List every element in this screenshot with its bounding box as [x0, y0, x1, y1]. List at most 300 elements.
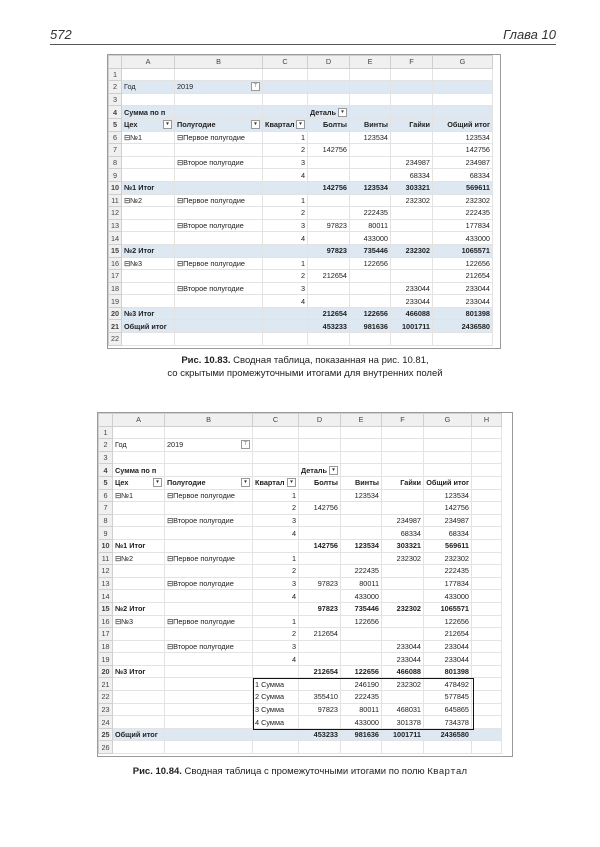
cell[interactable]: [391, 118, 433, 131]
cell[interactable]: [299, 514, 341, 527]
cell[interactable]: [341, 565, 382, 578]
cell[interactable]: [424, 728, 472, 741]
cell[interactable]: [299, 691, 341, 704]
cell[interactable]: [433, 320, 493, 333]
cell[interactable]: [341, 615, 382, 628]
cell[interactable]: [424, 539, 472, 552]
cell[interactable]: [113, 489, 165, 502]
cell[interactable]: [350, 244, 391, 257]
cell[interactable]: [433, 81, 493, 94]
cell[interactable]: [433, 144, 493, 157]
cell[interactable]: [350, 270, 391, 283]
cell[interactable]: [382, 552, 424, 565]
cell[interactable]: [113, 665, 165, 678]
cell[interactable]: [299, 678, 341, 691]
cell[interactable]: [341, 653, 382, 666]
cell[interactable]: [253, 728, 299, 741]
cell[interactable]: [122, 106, 175, 119]
row-header[interactable]: 7: [99, 502, 113, 515]
cell[interactable]: [350, 194, 391, 207]
cell[interactable]: [113, 615, 165, 628]
row-header[interactable]: 13: [99, 577, 113, 590]
cell[interactable]: [382, 489, 424, 502]
row-header[interactable]: 17: [99, 628, 113, 641]
cell[interactable]: [263, 181, 308, 194]
cell[interactable]: [175, 219, 263, 232]
cell[interactable]: [341, 640, 382, 653]
cell[interactable]: [165, 451, 253, 464]
cell[interactable]: [165, 640, 253, 653]
column-header[interactable]: C: [263, 56, 308, 69]
row-header[interactable]: 21: [109, 320, 122, 333]
row-header[interactable]: 14: [99, 590, 113, 603]
cell[interactable]: [308, 156, 350, 169]
cell[interactable]: [472, 527, 502, 540]
cell[interactable]: [308, 207, 350, 220]
row-header[interactable]: 5: [109, 118, 122, 131]
cell[interactable]: [263, 244, 308, 257]
cell[interactable]: [165, 628, 253, 641]
column-header[interactable]: A: [122, 56, 175, 69]
cell[interactable]: [122, 131, 175, 144]
cell[interactable]: [433, 68, 493, 81]
cell[interactable]: [391, 106, 433, 119]
cell[interactable]: [350, 68, 391, 81]
cell[interactable]: [433, 181, 493, 194]
row-header[interactable]: 9: [99, 527, 113, 540]
cell[interactable]: [350, 257, 391, 270]
cell[interactable]: [299, 426, 341, 439]
cell[interactable]: [350, 93, 391, 106]
cell[interactable]: [433, 270, 493, 283]
cell[interactable]: [472, 552, 502, 565]
row-header[interactable]: 15: [109, 244, 122, 257]
cell[interactable]: [165, 615, 253, 628]
cell[interactable]: [391, 244, 433, 257]
cell[interactable]: [299, 653, 341, 666]
cell[interactable]: [113, 590, 165, 603]
cell[interactable]: [472, 653, 502, 666]
cell[interactable]: [113, 602, 165, 615]
cell[interactable]: [175, 295, 263, 308]
dropdown-arrow-icon[interactable]: ▾: [329, 466, 338, 475]
cell[interactable]: [472, 640, 502, 653]
cell[interactable]: [263, 207, 308, 220]
cell[interactable]: [263, 131, 308, 144]
cell[interactable]: [253, 678, 299, 691]
cell[interactable]: [433, 207, 493, 220]
cell[interactable]: [424, 678, 472, 691]
cell[interactable]: [308, 118, 350, 131]
cell[interactable]: [341, 628, 382, 641]
cell[interactable]: [472, 489, 502, 502]
cell[interactable]: [341, 489, 382, 502]
cell[interactable]: [424, 464, 472, 477]
cell[interactable]: [113, 539, 165, 552]
cell[interactable]: [299, 640, 341, 653]
cell[interactable]: [308, 270, 350, 283]
cell[interactable]: [113, 703, 165, 716]
cell[interactable]: [472, 703, 502, 716]
column-header[interactable]: F: [382, 414, 424, 427]
cell[interactable]: [122, 169, 175, 182]
cell[interactable]: [113, 451, 165, 464]
cell[interactable]: [113, 728, 165, 741]
cell[interactable]: [308, 194, 350, 207]
cell[interactable]: [424, 514, 472, 527]
column-header[interactable]: H: [472, 414, 502, 427]
cell[interactable]: [341, 665, 382, 678]
cell[interactable]: [165, 439, 253, 452]
cell[interactable]: [433, 93, 493, 106]
cell[interactable]: [433, 194, 493, 207]
cell[interactable]: [263, 144, 308, 157]
cell[interactable]: [350, 169, 391, 182]
column-header[interactable]: E: [350, 56, 391, 69]
cell[interactable]: [472, 476, 502, 489]
cell[interactable]: [433, 282, 493, 295]
cell[interactable]: [308, 244, 350, 257]
cell[interactable]: [472, 602, 502, 615]
column-header[interactable]: D: [299, 414, 341, 427]
cell[interactable]: [175, 169, 263, 182]
cell[interactable]: [382, 577, 424, 590]
cell[interactable]: [175, 232, 263, 245]
cell[interactable]: [299, 665, 341, 678]
cell[interactable]: [253, 565, 299, 578]
row-header[interactable]: 4: [99, 464, 113, 477]
cell[interactable]: [165, 602, 253, 615]
cell[interactable]: [165, 565, 253, 578]
cell[interactable]: [341, 426, 382, 439]
cell[interactable]: [424, 451, 472, 464]
cell[interactable]: [433, 169, 493, 182]
cell[interactable]: [175, 194, 263, 207]
cell[interactable]: [472, 577, 502, 590]
cell[interactable]: [253, 640, 299, 653]
cell[interactable]: [122, 282, 175, 295]
cell[interactable]: [263, 320, 308, 333]
cell[interactable]: [263, 118, 308, 131]
cell[interactable]: [165, 514, 253, 527]
cell[interactable]: [382, 464, 424, 477]
cell[interactable]: [382, 628, 424, 641]
row-header[interactable]: 4: [109, 106, 122, 119]
cell[interactable]: [382, 514, 424, 527]
cell[interactable]: [382, 678, 424, 691]
dropdown-arrow-icon[interactable]: ▾: [251, 120, 260, 129]
cell[interactable]: [350, 144, 391, 157]
cell[interactable]: [263, 81, 308, 94]
row-header[interactable]: 20: [109, 307, 122, 320]
cell[interactable]: [253, 577, 299, 590]
cell[interactable]: [424, 628, 472, 641]
cell[interactable]: [424, 665, 472, 678]
cell[interactable]: [165, 590, 253, 603]
cell[interactable]: [122, 307, 175, 320]
row-header[interactable]: 25: [99, 728, 113, 741]
cell[interactable]: [472, 464, 502, 477]
cell[interactable]: [165, 476, 253, 489]
cell[interactable]: [113, 678, 165, 691]
cell[interactable]: [253, 439, 299, 452]
cell[interactable]: [299, 602, 341, 615]
cell[interactable]: [341, 439, 382, 452]
cell[interactable]: [175, 93, 263, 106]
cell[interactable]: [122, 232, 175, 245]
row-header[interactable]: 24: [99, 716, 113, 729]
cell[interactable]: [472, 665, 502, 678]
row-header[interactable]: 21: [99, 678, 113, 691]
cell[interactable]: [263, 93, 308, 106]
cell[interactable]: [382, 615, 424, 628]
cell[interactable]: [165, 691, 253, 704]
cell[interactable]: [382, 527, 424, 540]
select-all-corner[interactable]: [109, 56, 122, 69]
cell[interactable]: [382, 653, 424, 666]
cell[interactable]: [263, 219, 308, 232]
cell[interactable]: [299, 716, 341, 729]
cell[interactable]: [122, 118, 175, 131]
cell[interactable]: [308, 81, 350, 94]
cell[interactable]: [122, 270, 175, 283]
cell[interactable]: [299, 464, 341, 477]
cell[interactable]: [382, 691, 424, 704]
cell[interactable]: [308, 295, 350, 308]
cell[interactable]: [299, 439, 341, 452]
cell[interactable]: [165, 678, 253, 691]
row-header[interactable]: 8: [109, 156, 122, 169]
cell[interactable]: [391, 282, 433, 295]
cell[interactable]: [308, 93, 350, 106]
cell[interactable]: [341, 539, 382, 552]
row-header[interactable]: 3: [109, 93, 122, 106]
cell[interactable]: [308, 307, 350, 320]
cell[interactable]: [424, 716, 472, 729]
cell[interactable]: [175, 156, 263, 169]
cell[interactable]: [350, 219, 391, 232]
cell[interactable]: [175, 207, 263, 220]
cell[interactable]: [253, 539, 299, 552]
cell[interactable]: [424, 602, 472, 615]
cell[interactable]: [165, 527, 253, 540]
cell[interactable]: [175, 282, 263, 295]
cell[interactable]: [299, 502, 341, 515]
cell[interactable]: [433, 232, 493, 245]
cell[interactable]: [175, 131, 263, 144]
cell[interactable]: [382, 728, 424, 741]
cell[interactable]: [175, 81, 263, 94]
cell[interactable]: [424, 489, 472, 502]
cell[interactable]: [391, 232, 433, 245]
dropdown-arrow-icon[interactable]: ▾: [296, 120, 305, 129]
cell[interactable]: [253, 703, 299, 716]
cell[interactable]: [263, 270, 308, 283]
cell[interactable]: [253, 691, 299, 704]
cell[interactable]: [350, 320, 391, 333]
cell[interactable]: [122, 257, 175, 270]
row-header[interactable]: 12: [109, 207, 122, 220]
cell[interactable]: [122, 194, 175, 207]
column-header[interactable]: D: [308, 56, 350, 69]
cell[interactable]: [113, 628, 165, 641]
row-header[interactable]: 18: [109, 282, 122, 295]
cell[interactable]: [308, 169, 350, 182]
cell[interactable]: [472, 502, 502, 515]
row-header[interactable]: 16: [109, 257, 122, 270]
cell[interactable]: [350, 282, 391, 295]
cell[interactable]: [165, 741, 253, 754]
cell[interactable]: [299, 539, 341, 552]
cell[interactable]: [382, 665, 424, 678]
cell[interactable]: [433, 244, 493, 257]
row-header[interactable]: 20: [99, 665, 113, 678]
cell[interactable]: [113, 565, 165, 578]
cell[interactable]: [433, 219, 493, 232]
dropdown-arrow-icon[interactable]: ▾: [153, 478, 162, 487]
cell[interactable]: [113, 691, 165, 704]
cell[interactable]: [122, 144, 175, 157]
row-header[interactable]: 2: [99, 439, 113, 452]
cell[interactable]: [253, 615, 299, 628]
cell[interactable]: [308, 144, 350, 157]
cell[interactable]: [391, 131, 433, 144]
filter-icon[interactable]: ⊤: [251, 82, 260, 91]
cell[interactable]: [175, 68, 263, 81]
cell[interactable]: [433, 295, 493, 308]
cell[interactable]: [391, 156, 433, 169]
cell[interactable]: [382, 640, 424, 653]
cell[interactable]: [433, 333, 493, 346]
cell[interactable]: [263, 194, 308, 207]
cell[interactable]: [175, 244, 263, 257]
row-header[interactable]: 19: [109, 295, 122, 308]
row-header[interactable]: 16: [99, 615, 113, 628]
cell[interactable]: [113, 653, 165, 666]
cell[interactable]: [391, 144, 433, 157]
cell[interactable]: [341, 476, 382, 489]
cell[interactable]: [382, 602, 424, 615]
cell[interactable]: [308, 68, 350, 81]
row-header[interactable]: 1: [109, 68, 122, 81]
cell[interactable]: [424, 691, 472, 704]
cell[interactable]: [175, 320, 263, 333]
cell[interactable]: [122, 93, 175, 106]
cell[interactable]: [308, 219, 350, 232]
cell[interactable]: [299, 552, 341, 565]
cell[interactable]: [308, 232, 350, 245]
cell[interactable]: [263, 106, 308, 119]
cell[interactable]: [113, 426, 165, 439]
cell[interactable]: [253, 527, 299, 540]
cell[interactable]: [391, 257, 433, 270]
cell[interactable]: [122, 81, 175, 94]
cell[interactable]: [175, 257, 263, 270]
row-header[interactable]: 12: [99, 565, 113, 578]
cell[interactable]: [382, 426, 424, 439]
cell[interactable]: [472, 451, 502, 464]
row-header[interactable]: 6: [99, 489, 113, 502]
cell[interactable]: [341, 514, 382, 527]
cell[interactable]: [341, 451, 382, 464]
row-header[interactable]: 15: [99, 602, 113, 615]
cell[interactable]: [263, 232, 308, 245]
cell[interactable]: [263, 68, 308, 81]
cell[interactable]: [472, 426, 502, 439]
cell[interactable]: [308, 282, 350, 295]
cell[interactable]: [299, 615, 341, 628]
cell[interactable]: [113, 640, 165, 653]
row-header[interactable]: 19: [99, 653, 113, 666]
cell[interactable]: [299, 577, 341, 590]
cell[interactable]: [165, 502, 253, 515]
cell[interactable]: [472, 539, 502, 552]
cell[interactable]: [341, 464, 382, 477]
cell[interactable]: [350, 156, 391, 169]
row-header[interactable]: 9: [109, 169, 122, 182]
cell[interactable]: [382, 703, 424, 716]
cell[interactable]: [113, 552, 165, 565]
cell[interactable]: [299, 728, 341, 741]
cell[interactable]: [341, 728, 382, 741]
column-header[interactable]: G: [433, 56, 493, 69]
cell[interactable]: [341, 552, 382, 565]
cell[interactable]: [341, 716, 382, 729]
cell[interactable]: [308, 320, 350, 333]
cell[interactable]: [165, 728, 253, 741]
cell[interactable]: [308, 257, 350, 270]
cell[interactable]: [472, 728, 502, 741]
row-header[interactable]: 26: [99, 741, 113, 754]
row-header[interactable]: 10: [99, 539, 113, 552]
cell[interactable]: [472, 565, 502, 578]
row-header[interactable]: 7: [109, 144, 122, 157]
cell[interactable]: [299, 590, 341, 603]
cell[interactable]: [391, 194, 433, 207]
dropdown-arrow-icon[interactable]: ▾: [241, 478, 250, 487]
row-header[interactable]: 11: [99, 552, 113, 565]
cell[interactable]: [263, 295, 308, 308]
cell[interactable]: [350, 106, 391, 119]
cell[interactable]: [472, 691, 502, 704]
cell[interactable]: [472, 514, 502, 527]
cell[interactable]: [424, 653, 472, 666]
cell[interactable]: [299, 451, 341, 464]
cell[interactable]: [165, 539, 253, 552]
cell[interactable]: [308, 106, 350, 119]
row-header[interactable]: 10: [109, 181, 122, 194]
cell[interactable]: [424, 502, 472, 515]
cell[interactable]: [391, 295, 433, 308]
cell[interactable]: [433, 131, 493, 144]
cell[interactable]: [472, 615, 502, 628]
cell[interactable]: [424, 426, 472, 439]
row-header[interactable]: 13: [109, 219, 122, 232]
cell[interactable]: [433, 257, 493, 270]
row-header[interactable]: 2: [109, 81, 122, 94]
cell[interactable]: [113, 476, 165, 489]
cell[interactable]: [263, 257, 308, 270]
row-header[interactable]: 22: [109, 333, 122, 346]
column-header[interactable]: G: [424, 414, 472, 427]
cell[interactable]: [122, 219, 175, 232]
cell[interactable]: [424, 703, 472, 716]
cell[interactable]: [122, 68, 175, 81]
cell[interactable]: [433, 156, 493, 169]
column-header[interactable]: C: [253, 414, 299, 427]
cell[interactable]: [424, 552, 472, 565]
cell[interactable]: [175, 307, 263, 320]
